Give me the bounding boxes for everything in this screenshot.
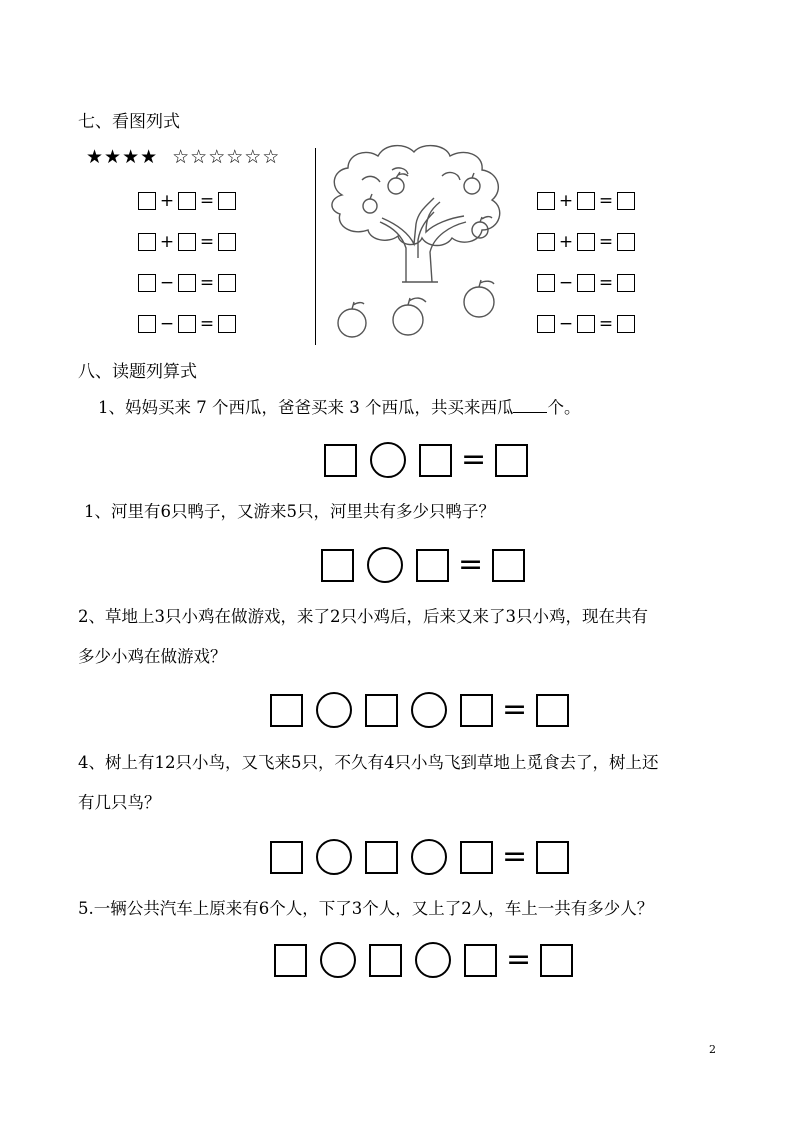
question-chickens-line2: 多少小鸡在做游戏？ (78, 647, 227, 666)
operator-circle[interactable] (316, 839, 352, 875)
number-box[interactable] (419, 444, 452, 477)
answer-box[interactable] (178, 192, 196, 210)
answer-box[interactable] (218, 274, 236, 292)
answer-box[interactable] (178, 233, 196, 251)
number-box[interactable] (460, 841, 493, 874)
operator-circle[interactable] (370, 442, 406, 478)
equals-sign: = (199, 273, 215, 293)
operator: − (558, 273, 574, 293)
page-number: 2 (709, 1043, 716, 1056)
question-birds-line1: 4、树上有12只小鸟，又飞来5只，不久有4只小鸟飞到草地上觅食去了，树上还 (78, 753, 659, 772)
apple-icon (464, 178, 480, 194)
answer-box[interactable] (617, 233, 635, 251)
result-box[interactable] (536, 694, 569, 727)
operator: − (558, 314, 574, 334)
apple-icon (388, 178, 404, 194)
section-8-title: 八、读题列算式 (78, 362, 197, 382)
answer-box[interactable] (138, 274, 156, 292)
answer-box[interactable] (218, 192, 236, 210)
result-box[interactable] (540, 944, 573, 977)
number-box[interactable] (369, 944, 402, 977)
operator: + (558, 232, 574, 252)
question-chickens-line1: 2、草地上3只小鸡在做游戏，来了2只小鸡后，后来又来了3只小鸡，现在共有 (78, 607, 648, 626)
answer-equation-2 (321, 547, 525, 583)
number-box[interactable] (274, 944, 307, 977)
question-text-end: 个。 (547, 398, 581, 417)
answer-box[interactable] (537, 233, 555, 251)
operator-circle[interactable] (415, 942, 451, 978)
left-equation-2 (138, 232, 236, 252)
result-box[interactable] (495, 444, 528, 477)
answer-equation-4 (270, 839, 569, 875)
right-equation-4 (537, 314, 635, 334)
number-box[interactable] (365, 841, 398, 874)
fallen-apple-icon (338, 309, 366, 337)
answer-box[interactable] (218, 315, 236, 333)
right-equation-2 (537, 232, 635, 252)
operator-circle[interactable] (411, 692, 447, 728)
operator: + (159, 191, 175, 211)
operator: − (159, 273, 175, 293)
operator: + (159, 232, 175, 252)
answer-box[interactable] (138, 315, 156, 333)
operator: − (159, 314, 175, 334)
answer-box[interactable] (138, 233, 156, 251)
equals-sign: = (598, 232, 614, 252)
answer-box[interactable] (617, 315, 635, 333)
answer-equation-3 (270, 692, 569, 728)
answer-box[interactable] (577, 192, 595, 210)
left-equation-1 (138, 191, 236, 211)
answer-box[interactable] (577, 233, 595, 251)
answer-box[interactable] (178, 315, 196, 333)
equals-sign: = (502, 692, 528, 727)
equals-sign: = (461, 442, 487, 477)
question-bus: 5.一辆公共汽车上原来有6个人，下了3个人，又上了2人，车上一共有多少人？ (78, 899, 654, 918)
question-text: 1、妈妈买来 7 个西瓜，爸爸买来 3 个西瓜，共买来西瓜 (98, 398, 514, 417)
number-box[interactable] (460, 694, 493, 727)
answer-box[interactable] (178, 274, 196, 292)
number-box[interactable] (270, 694, 303, 727)
operator-circle[interactable] (367, 547, 403, 583)
question-watermelon (98, 397, 580, 418)
left-equation-list (138, 191, 236, 334)
equals-sign: = (598, 314, 614, 334)
number-box[interactable] (270, 841, 303, 874)
answer-equation-5 (274, 942, 573, 978)
result-box[interactable] (536, 841, 569, 874)
right-equation-1 (537, 191, 635, 211)
fallen-apple-icon (464, 287, 494, 317)
question-birds-line2: 有几只鸟？ (78, 793, 161, 812)
equals-sign: = (458, 547, 484, 582)
left-equation-4 (138, 314, 236, 334)
equals-sign: = (199, 314, 215, 334)
equals-sign: = (598, 191, 614, 211)
answer-box[interactable] (617, 192, 635, 210)
fill-blank[interactable] (513, 398, 547, 413)
answer-box[interactable] (218, 233, 236, 251)
result-box[interactable] (492, 549, 525, 582)
question-ducks: 1、河里有6只鸭子，又游来5只，河里共有多少只鸭子？ (84, 502, 495, 521)
equals-sign: = (199, 232, 215, 252)
number-box[interactable] (321, 549, 354, 582)
apple-icon (363, 199, 377, 213)
filled-stars-icon: ★★★★ (86, 146, 159, 168)
number-box[interactable] (365, 694, 398, 727)
answer-box[interactable] (138, 192, 156, 210)
empty-stars-icon: ☆☆☆☆☆☆ (172, 146, 281, 168)
operator: + (558, 191, 574, 211)
answer-box[interactable] (577, 315, 595, 333)
equals-sign: = (502, 839, 528, 874)
answer-equation-1 (324, 442, 528, 478)
apple-tree-illustration (322, 140, 522, 345)
answer-box[interactable] (537, 315, 555, 333)
answer-box[interactable] (577, 274, 595, 292)
answer-box[interactable] (537, 274, 555, 292)
number-box[interactable] (464, 944, 497, 977)
section-7-title: 七、看图列式 (78, 112, 180, 132)
operator-circle[interactable] (316, 692, 352, 728)
operator-circle[interactable] (411, 839, 447, 875)
operator-circle[interactable] (320, 942, 356, 978)
answer-box[interactable] (617, 274, 635, 292)
fallen-apple-icon (393, 305, 423, 335)
right-equation-3 (537, 273, 635, 293)
equals-sign: = (199, 191, 215, 211)
left-equation-3 (138, 273, 236, 293)
equals-sign: = (598, 273, 614, 293)
number-box[interactable] (324, 444, 357, 477)
equals-sign: = (506, 942, 532, 977)
number-box[interactable] (416, 549, 449, 582)
star-rating (86, 146, 280, 168)
column-divider (315, 148, 316, 345)
right-equation-list (537, 191, 635, 334)
answer-box[interactable] (537, 192, 555, 210)
